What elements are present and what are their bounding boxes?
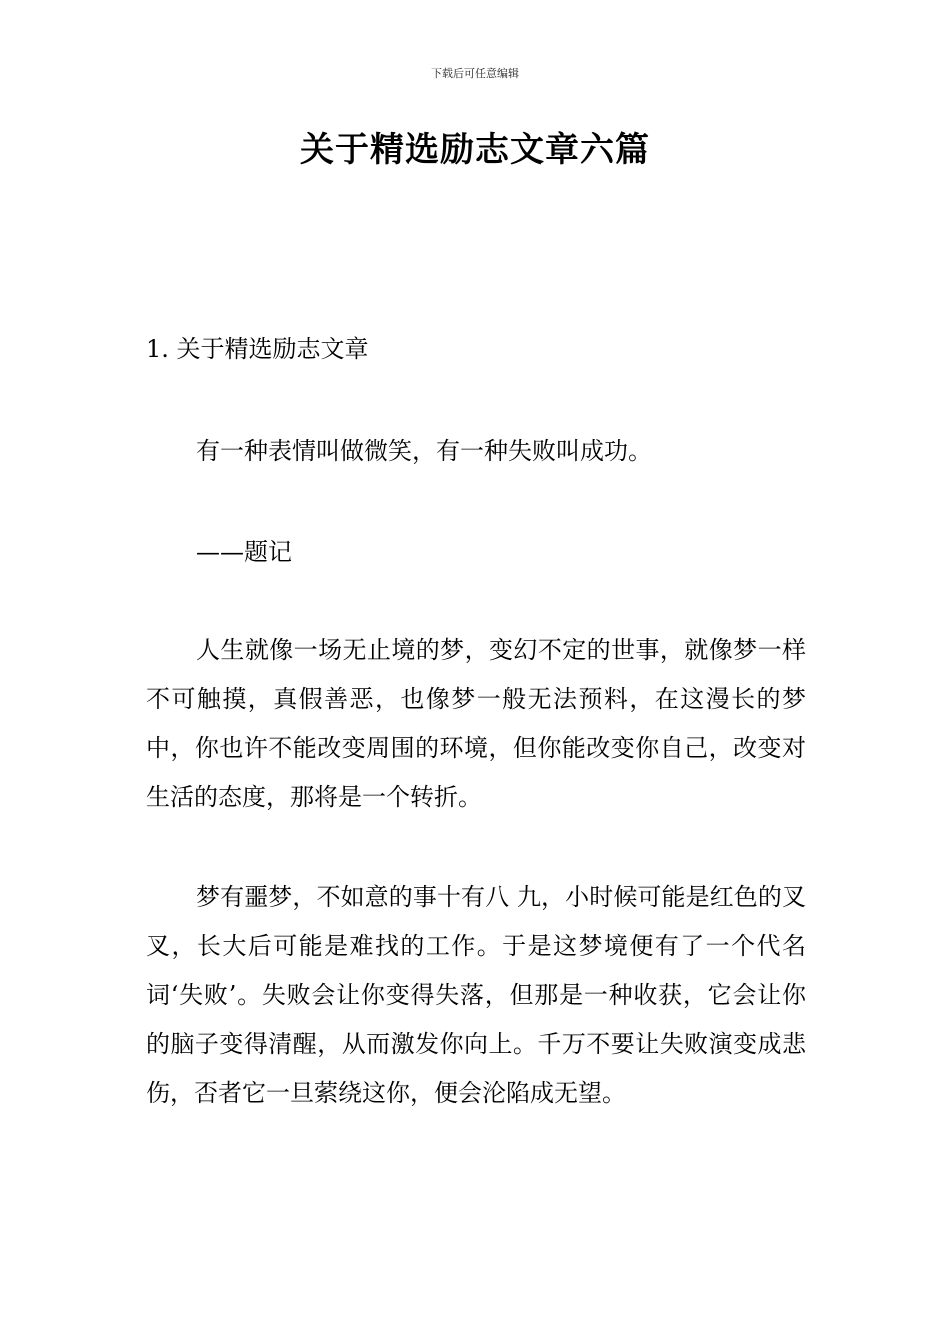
page-title: 关于精选励志文章六篇	[300, 130, 650, 170]
body-paragraph: 人生就像一场无止境的梦，变幻不定的世事，就像梦一样不可触摸，真假善恶，也像梦一般无法预料，在这漫长的梦中，你也许不能改变周围的环境，但你能改变你自己，改变对生活的态度，那将是一个转折。	[146, 636, 806, 811]
epigraph-paragraph: 有一种表情叫做微笑，有一种失败叫成功。	[196, 437, 652, 465]
header-note: 下载后可任意编辑	[431, 67, 519, 80]
inscription-paragraph: ——题记	[196, 538, 292, 566]
body-paragraph: 梦有噩梦，不如意的事十有八 九，小时候可能是红色的叉叉，长大后可能是难找的工作。于是这梦境便有了一个代名词‘失败’。失败会让你变得失落，但那是一种收获，它会让你的脑子变得清醒，从而激发你向上。千万不要让失败演变成悲伤，否者它一旦萦绕这你，便会沦陷成无望。	[146, 883, 806, 1107]
section-heading: 1. 关于精选励志文章	[146, 335, 369, 363]
